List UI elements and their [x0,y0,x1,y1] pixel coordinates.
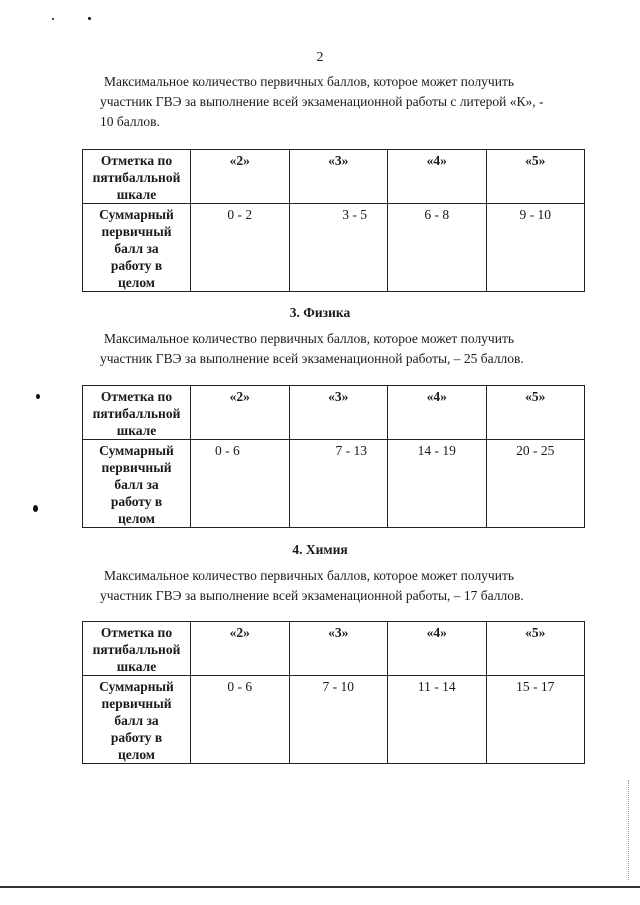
cell-line: Суммарный [99,207,174,222]
score-range-cell: 7 - 10 [289,676,388,764]
table-row [83,622,585,676]
scan-bottom-edge [0,886,640,888]
grade-table-1 [82,149,585,292]
cell-line: Суммарный [99,443,174,458]
section-title-physics: 3. Физика [289,305,351,320]
cell-line: Суммарный [99,679,174,694]
grade-5-header: «5» [486,150,585,204]
grade-4-header: «4» [388,622,487,676]
cell-line: Отметка по [100,625,173,640]
scan-edge [628,780,631,880]
score-range-cell: 7 - 13 [289,440,388,528]
intro-paragraph [100,72,604,132]
intro-line: участник ГВЭ за выполнение всей экзаменационной работы с литерой «К», - [100,94,544,109]
grade-2-header: «2» [191,150,290,204]
score-range-cell: 15 - 17 [486,676,585,764]
chemistry-line: участник ГВЭ за выполнение всей экзаменационной работы, – 17 баллов. [100,588,524,603]
cell-line: шкале [116,423,157,438]
scan-speck [52,18,54,20]
score-range-cell: 0 - 2 [191,204,290,292]
row-header-grade [83,622,191,676]
grade-4-header: «4» [388,150,487,204]
section-title-chemistry: 4. Химия [292,542,348,557]
scan-speck [88,17,91,20]
cell-line: работу в [110,258,163,273]
page-number: 2 [316,50,324,65]
grade-3-header: «3» [289,622,388,676]
score-range-cell: 11 - 14 [388,676,487,764]
row-header-score [83,440,191,528]
cell-line: Отметка по [100,389,173,404]
grade-2-header: «2» [191,386,290,440]
chemistry-paragraph [100,566,604,606]
score-range-cell: 14 - 19 [388,440,487,528]
grade-table-chemistry [82,621,585,764]
cell-line: целом [117,275,156,290]
cell-line: первичный [101,460,172,475]
cell-line: пятибалльной [92,170,181,185]
table-row [83,204,585,292]
grade-4-header: «4» [388,386,487,440]
scan-speck [36,394,40,399]
cell-line: целом [117,511,156,526]
cell-line: балл за [114,713,159,728]
score-range-cell: 6 - 8 [388,204,487,292]
physics-line: Максимальное количество первичных баллов, которое может получить [104,331,514,346]
cell-line: шкале [116,659,157,674]
cell-line: балл за [114,477,159,492]
table-row [83,440,585,528]
physics-paragraph [100,329,604,369]
physics-line: участник ГВЭ за выполнение всей экзаменационной работы, – 25 баллов. [100,351,524,366]
table-row [83,386,585,440]
intro-line: 10 баллов. [100,114,160,129]
scan-speck [33,505,38,512]
grade-3-header: «3» [289,150,388,204]
score-range-cell: 9 - 10 [486,204,585,292]
grade-5-header: «5» [486,622,585,676]
table-row [83,676,585,764]
grade-5-header: «5» [486,386,585,440]
score-range-cell: 3 - 5 [289,204,388,292]
row-header-score [83,204,191,292]
cell-line: Отметка по [100,153,173,168]
intro-line: Максимальное количество первичных баллов, которое может получить [104,74,514,89]
cell-line: первичный [101,696,172,711]
row-header-grade [83,386,191,440]
cell-line: пятибалльной [92,406,181,421]
grade-2-header: «2» [191,622,290,676]
score-range-cell: 0 - 6 [191,440,290,528]
score-range-cell: 20 - 25 [486,440,585,528]
score-range-cell: 0 - 6 [191,676,290,764]
row-header-score [83,676,191,764]
cell-line: шкале [116,187,157,202]
chemistry-line: Максимальное количество первичных баллов, которое может получить [104,568,514,583]
cell-line: балл за [114,241,159,256]
cell-line: целом [117,747,156,762]
grade-table-physics [82,385,585,528]
grade-3-header: «3» [289,386,388,440]
cell-line: работу в [110,730,163,745]
table-row [83,150,585,204]
cell-line: пятибалльной [92,642,181,657]
row-header-grade [83,150,191,204]
cell-line: работу в [110,494,163,509]
cell-line: первичный [101,224,172,239]
